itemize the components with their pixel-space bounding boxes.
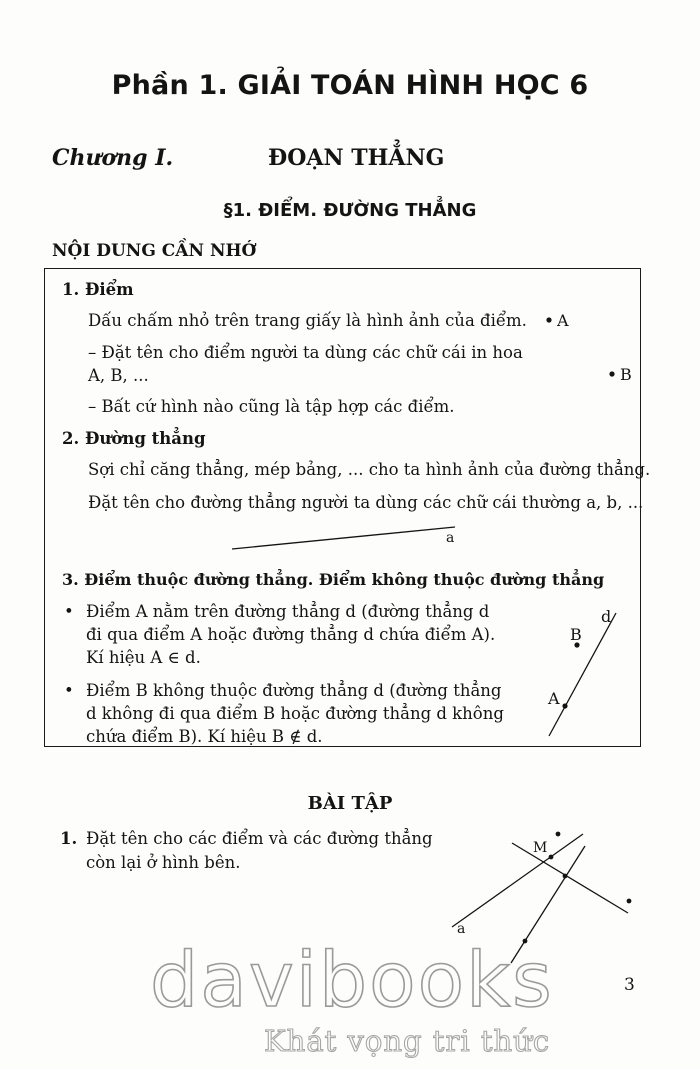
membership-text: Kí hiệu A ∈ d. xyxy=(86,648,201,667)
exercise-point xyxy=(563,874,568,879)
page-number: 3 xyxy=(624,975,635,995)
non-membership-text: Điểm B không thuộc đường thẳng d (đường thẳng xyxy=(86,681,502,700)
chapter-label: Chương I. xyxy=(52,145,174,171)
line-definition: Sợi chỉ căng thẳng, mép bảng, ... cho ta hình ảnh của đường thẳng. xyxy=(88,460,651,479)
exercise-point xyxy=(556,832,561,837)
exercise-point xyxy=(627,899,632,904)
non-membership-text: d không đi qua điểm B hoặc đường thẳng d không xyxy=(86,704,504,723)
line-heading: 2. Đường thẳng xyxy=(62,429,206,448)
line-a xyxy=(232,527,455,549)
bullet-dot: • xyxy=(64,602,74,621)
section-title: §1. ĐIỂM. ĐƯỜNG THẲNG xyxy=(223,200,477,221)
point-a-on-label: A xyxy=(548,689,560,708)
line-a-label: a xyxy=(446,530,455,546)
point-definition: Dấu chấm nhỏ trên trang giấy là hình ảnh của điểm. xyxy=(88,311,527,330)
chapter-title: ĐOẠN THẲNG xyxy=(268,145,445,171)
point-heading: 1. Điểm xyxy=(62,280,134,299)
bullet-dot: • xyxy=(64,681,74,700)
membership-text: đi qua điểm A hoặc đường thẳng d chứa điểm A). xyxy=(86,625,496,644)
exercise-line-a-label: a xyxy=(457,921,466,937)
point-b-label: B xyxy=(620,365,632,384)
exercises-heading: BÀI TẬP xyxy=(307,793,393,814)
membership-text: Điểm A nằm trên đường thẳng d (đường thẳng d xyxy=(86,602,490,621)
remember-heading: NỘI DUNG CẦN NHỚ xyxy=(52,241,257,261)
point-a-label: A xyxy=(557,311,569,330)
line-naming-rule: Đặt tên cho đường thẳng người ta dùng các chữ cái thường a, b, ... xyxy=(88,493,644,512)
line-d xyxy=(549,613,616,736)
exercise-text: còn lại ở hình bên. xyxy=(86,853,241,872)
point-b-off-label: B xyxy=(570,625,582,644)
watermark-brand: davibooks xyxy=(150,935,554,1024)
point-naming-rule: – Đặt tên cho điểm người ta dùng các chữ cái in hoa xyxy=(88,343,523,362)
part-title: Phần 1. GIẢI TOÁN HÌNH HỌC 6 xyxy=(111,70,589,101)
exercise-point-m-label: M xyxy=(533,840,548,856)
point-a-on-line xyxy=(562,703,567,708)
point-b-dot xyxy=(609,371,614,376)
point-set-rule: – Bất cứ hình nào cũng là tập hợp các điểm. xyxy=(88,397,455,416)
watermark-slogan: Khát vọng tri thức xyxy=(264,1024,551,1058)
point-a-dot xyxy=(546,317,551,322)
exercise-line-2 xyxy=(512,843,628,913)
point-naming-rule-cont: A, B, ... xyxy=(88,366,149,385)
exercise-number: 1. xyxy=(60,829,78,848)
exercise-text: Đặt tên cho các điểm và các đường thẳng xyxy=(86,829,433,848)
membership-heading: 3. Điểm thuộc đường thẳng. Điểm không thuộc đường thẳng xyxy=(62,570,605,589)
non-membership-text: chứa điểm B). Kí hiệu B ∉ d. xyxy=(86,727,323,746)
exercise-point-m xyxy=(549,855,554,860)
line-d-label: d xyxy=(601,607,612,626)
